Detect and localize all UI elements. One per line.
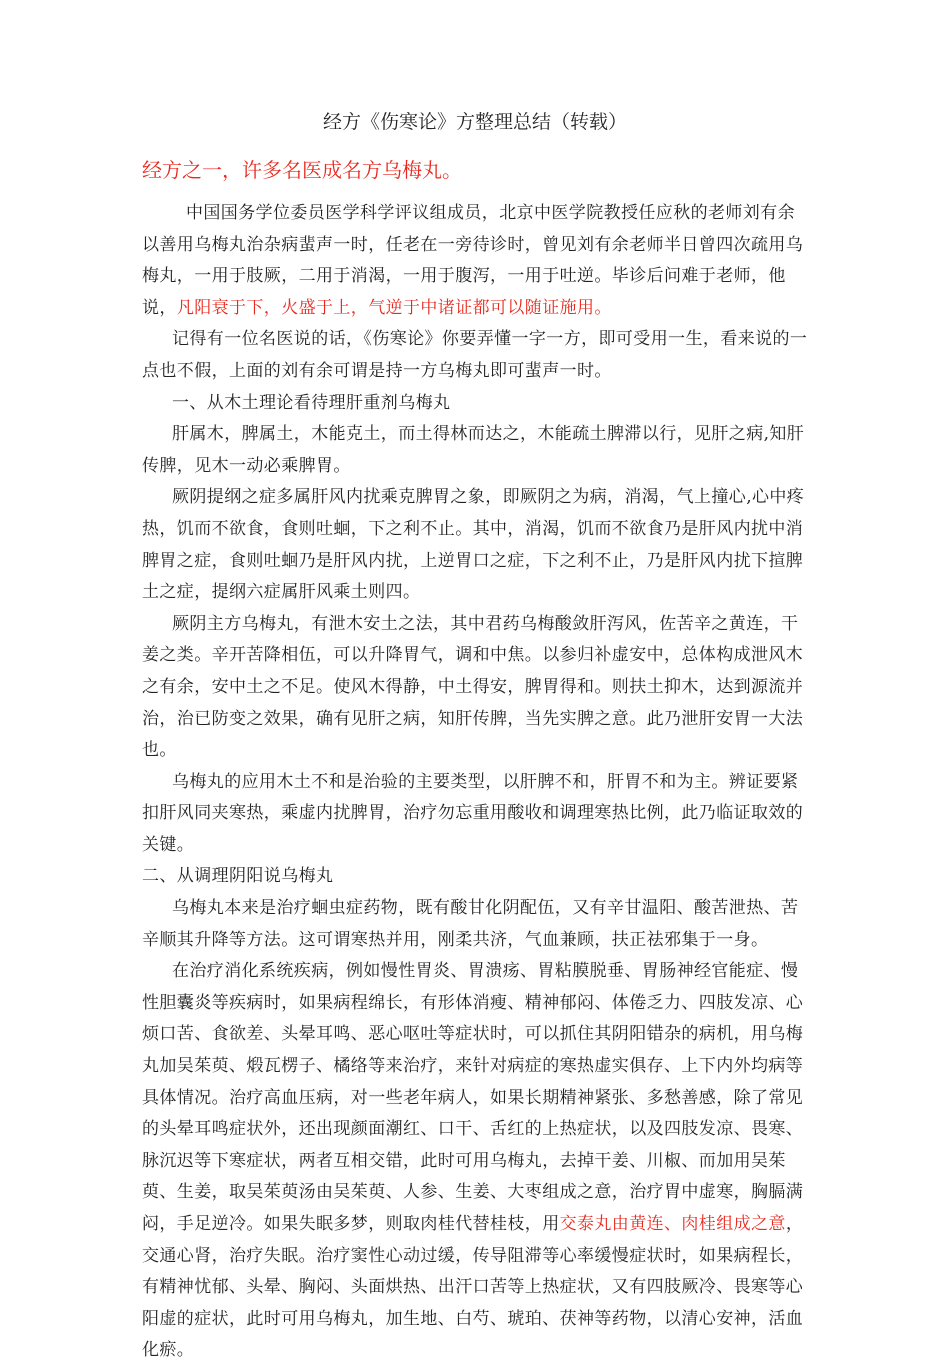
heading-1: 一、从木土理论看待理肝重剂乌梅丸	[172, 392, 451, 413]
paragraph-6: 乌梅丸的应用木土不和是治验的主要类型，以肝脾不和，肝胃不和为主。辨证要紧扣肝风同夹寒热，乘虚内扰脾胃，治疗勿忘重用酸收和调理寒热比例，此乃临证取效的关键。	[142, 771, 804, 855]
paragraph-8-text: 在治疗消化系统疾病，例如慢性胃炎、胃溃疡、胃粘膜脱垂、胃肠神经官能症、慢性胆囊炎等疾病时，如果病程绵长，有形体消瘦、精神郁闷、体倦乏力、四肢发凉、心烦口苦、食欲差、头晕耳鸣、恶心呕吐等症状时，可以抓住其阴阳错杂的病机，用乌梅丸加吴茱萸、煅瓦楞子、橘络等来治疗，来针对病症的寒热虚实俱存、上下内外均病等具体情况。治疗高血压病，对一些老年病人，如果长期精神紧张、多愁善感，除了常见的头晕耳鸣症状外，还出现颜面潮红、口干、舌红的上热症状，以及四肢发凉、畏寒、脉沉迟等下寒症状，两者互相交错，此时可用乌梅丸，去掉干姜、川椒、而加用吴茱萸、生姜，取吴茱萸汤由吴茱萸、人参、生姜、大枣组成之意，治疗胃中虚寒，胸膈满闷，手足逆冷。如果失眠多梦，则取肉桂代替桂枝，用	[142, 961, 804, 1234]
paragraph-1-text: 中国国务学位委员医学科学评议组成员，北京中医学院教授任应秋的老师刘有余以善用乌梅丸治杂病蜚声一时，任老在一旁待诊时，曾见刘有余老师半日曾四次疏用乌梅丸，一用于肢厥，二用于消渴，一用于腹泻，一用于吐逆。毕诊后问难于老师，他说，	[142, 203, 804, 318]
section-subtitle: 经方之一，许多名医成名方乌梅丸。	[142, 158, 462, 182]
paragraph-3: 肝属木，脾属土，木能克土，而土得林而达之，木能疏土脾滞以行，见肝之病,知肝传脾，见木一动必乘脾胃。	[142, 424, 805, 476]
paragraph-7: 乌梅丸本来是治疗蛔虫症药物，既有酸甘化阴配伍，又有辛甘温阳、酸苦泄热、苦辛顺其升降等方法。这可谓寒热并用，刚柔共济，气血兼顾，扶正祛邪集于一身。	[142, 898, 799, 950]
paragraph-8-highlight: 交泰丸由黄连、肉桂组成之意	[559, 1214, 786, 1234]
paragraph-8	[142, 956, 808, 1367]
paragraph-2: 记得有一位名医说的话，《伤寒论》你要弄懂一字一方，即可受用一生，看来说的一点也不假，上面的刘有余可谓是持一方乌梅丸即可蜚声一时。	[142, 329, 808, 381]
paragraph-1	[142, 198, 808, 324]
heading-2: 二、从调理阴阳说乌梅丸	[142, 866, 334, 887]
page-title: 经方《伤寒论》方整理总结（转载）	[322, 111, 627, 133]
paragraph-1-highlight: 凡阳衰于下，火盛于上，气逆于中诸证都可以随证施用。	[176, 297, 612, 318]
document-body	[142, 198, 808, 1367]
paragraph-5: 厥阴主方乌梅丸，有泄木安土之法，其中君药乌梅酸敛肝泻风，佐苦辛之黄连，干姜之类。辛开苦降相伍，可以升降胃气，调和中焦。以参归补虚安中，总体构成泄风木之有余，安中土之不足。使风木得静，中土得安，脾胃得和。则扶土抑木，达到源流并治，治已防变之效果，确有见肝之病，知肝传脾，当先实脾之意。此乃泄肝安胃一大法也。	[142, 613, 804, 761]
paragraph-8-tail: ，交通心肾，治疗失眠。治疗窦性心动过缓，传导阻滞等心率缓慢症状时，如果病程长，有精神忧郁、头晕、胸闷、头面烘热、出汗口苦等上热症状，又有四肢厥冷、畏寒等心阳虚的症状，此时可用乌梅丸，加生地、白芍、琥珀、茯神等药物，以清心安神，活血化瘀。	[142, 1214, 804, 1361]
paragraph-4: 厥阴提纲之症多属肝风内扰乘克脾胃之象，即厥阴之为病，消渴，气上撞心,心中疼热，饥而不欲食，食则吐蛔，下之利不止。其中，消渴，饥而不欲食乃是肝风内扰中消脾胃之症，食则吐蛔乃是肝风内扰，上逆胃口之症，下之利不止，乃是肝风内扰下揎脾土之症，提纲六症属肝风乘土则四。	[142, 487, 805, 603]
